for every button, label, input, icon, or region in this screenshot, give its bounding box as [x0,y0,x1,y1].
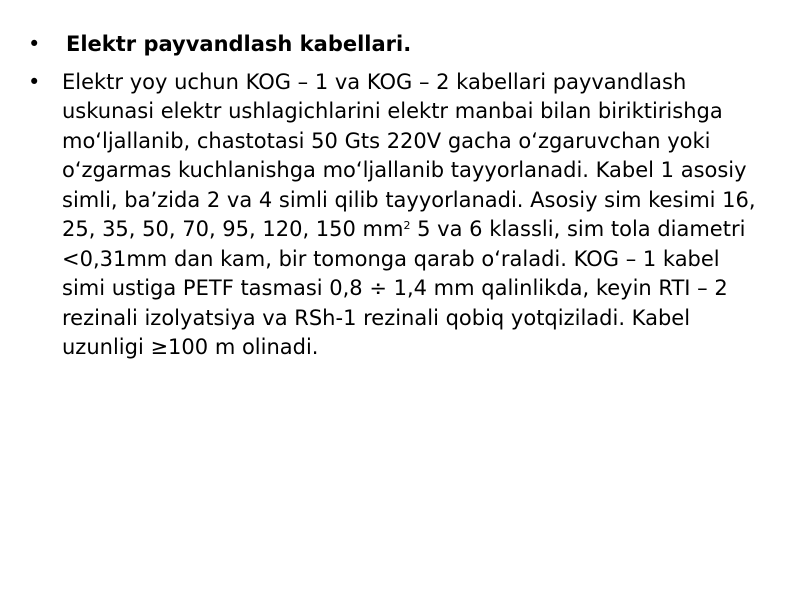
superscript-exponent: 2 [403,219,411,232]
bullet-item-description [28,68,768,363]
description-text-part-1: Elektr yoy uchun KOG – 1 va KOG – 2 kabellari payvandlash uskunasi elektr ushlagichlarini elektr manbai bilan biriktirishga moʻljallanib, chastotasi 50 Gts 220V gacha oʻzgaruvchan yoki oʻzgarmas kuchlanishga moʻljallanib tayyorlanadi. Kabel 1 asosiy simli, baʼzida 2 va 4 simli qilib tayyorlanadi. Asosiy sim kesimi 16, 25, 35, 50, 70, 95, 120, 150 mm [62,69,756,241]
bullet-marker: • [28,32,41,56]
description-text-part-2: 5 va 6 klassli, sim tola diametri <0,31mm dan kam, bir tomonga qarab oʻraladi. KOG – 1 kabel simi ustiga PETF tasmasi 0,8 ÷ 1,4 mm qalinlikda, keyin RTI – 2 rezinali izolyatsiya va RSh-1 rezinali qobiq yotqiziladi. Kabel uzunligi ≥100 m olinadi. [62,217,746,359]
bullet-list [28,30,768,363]
section-heading: Elektr payvandlash kabellari. [66,32,412,56]
bullet-marker: • [28,69,41,94]
bullet-item-heading [28,30,768,60]
